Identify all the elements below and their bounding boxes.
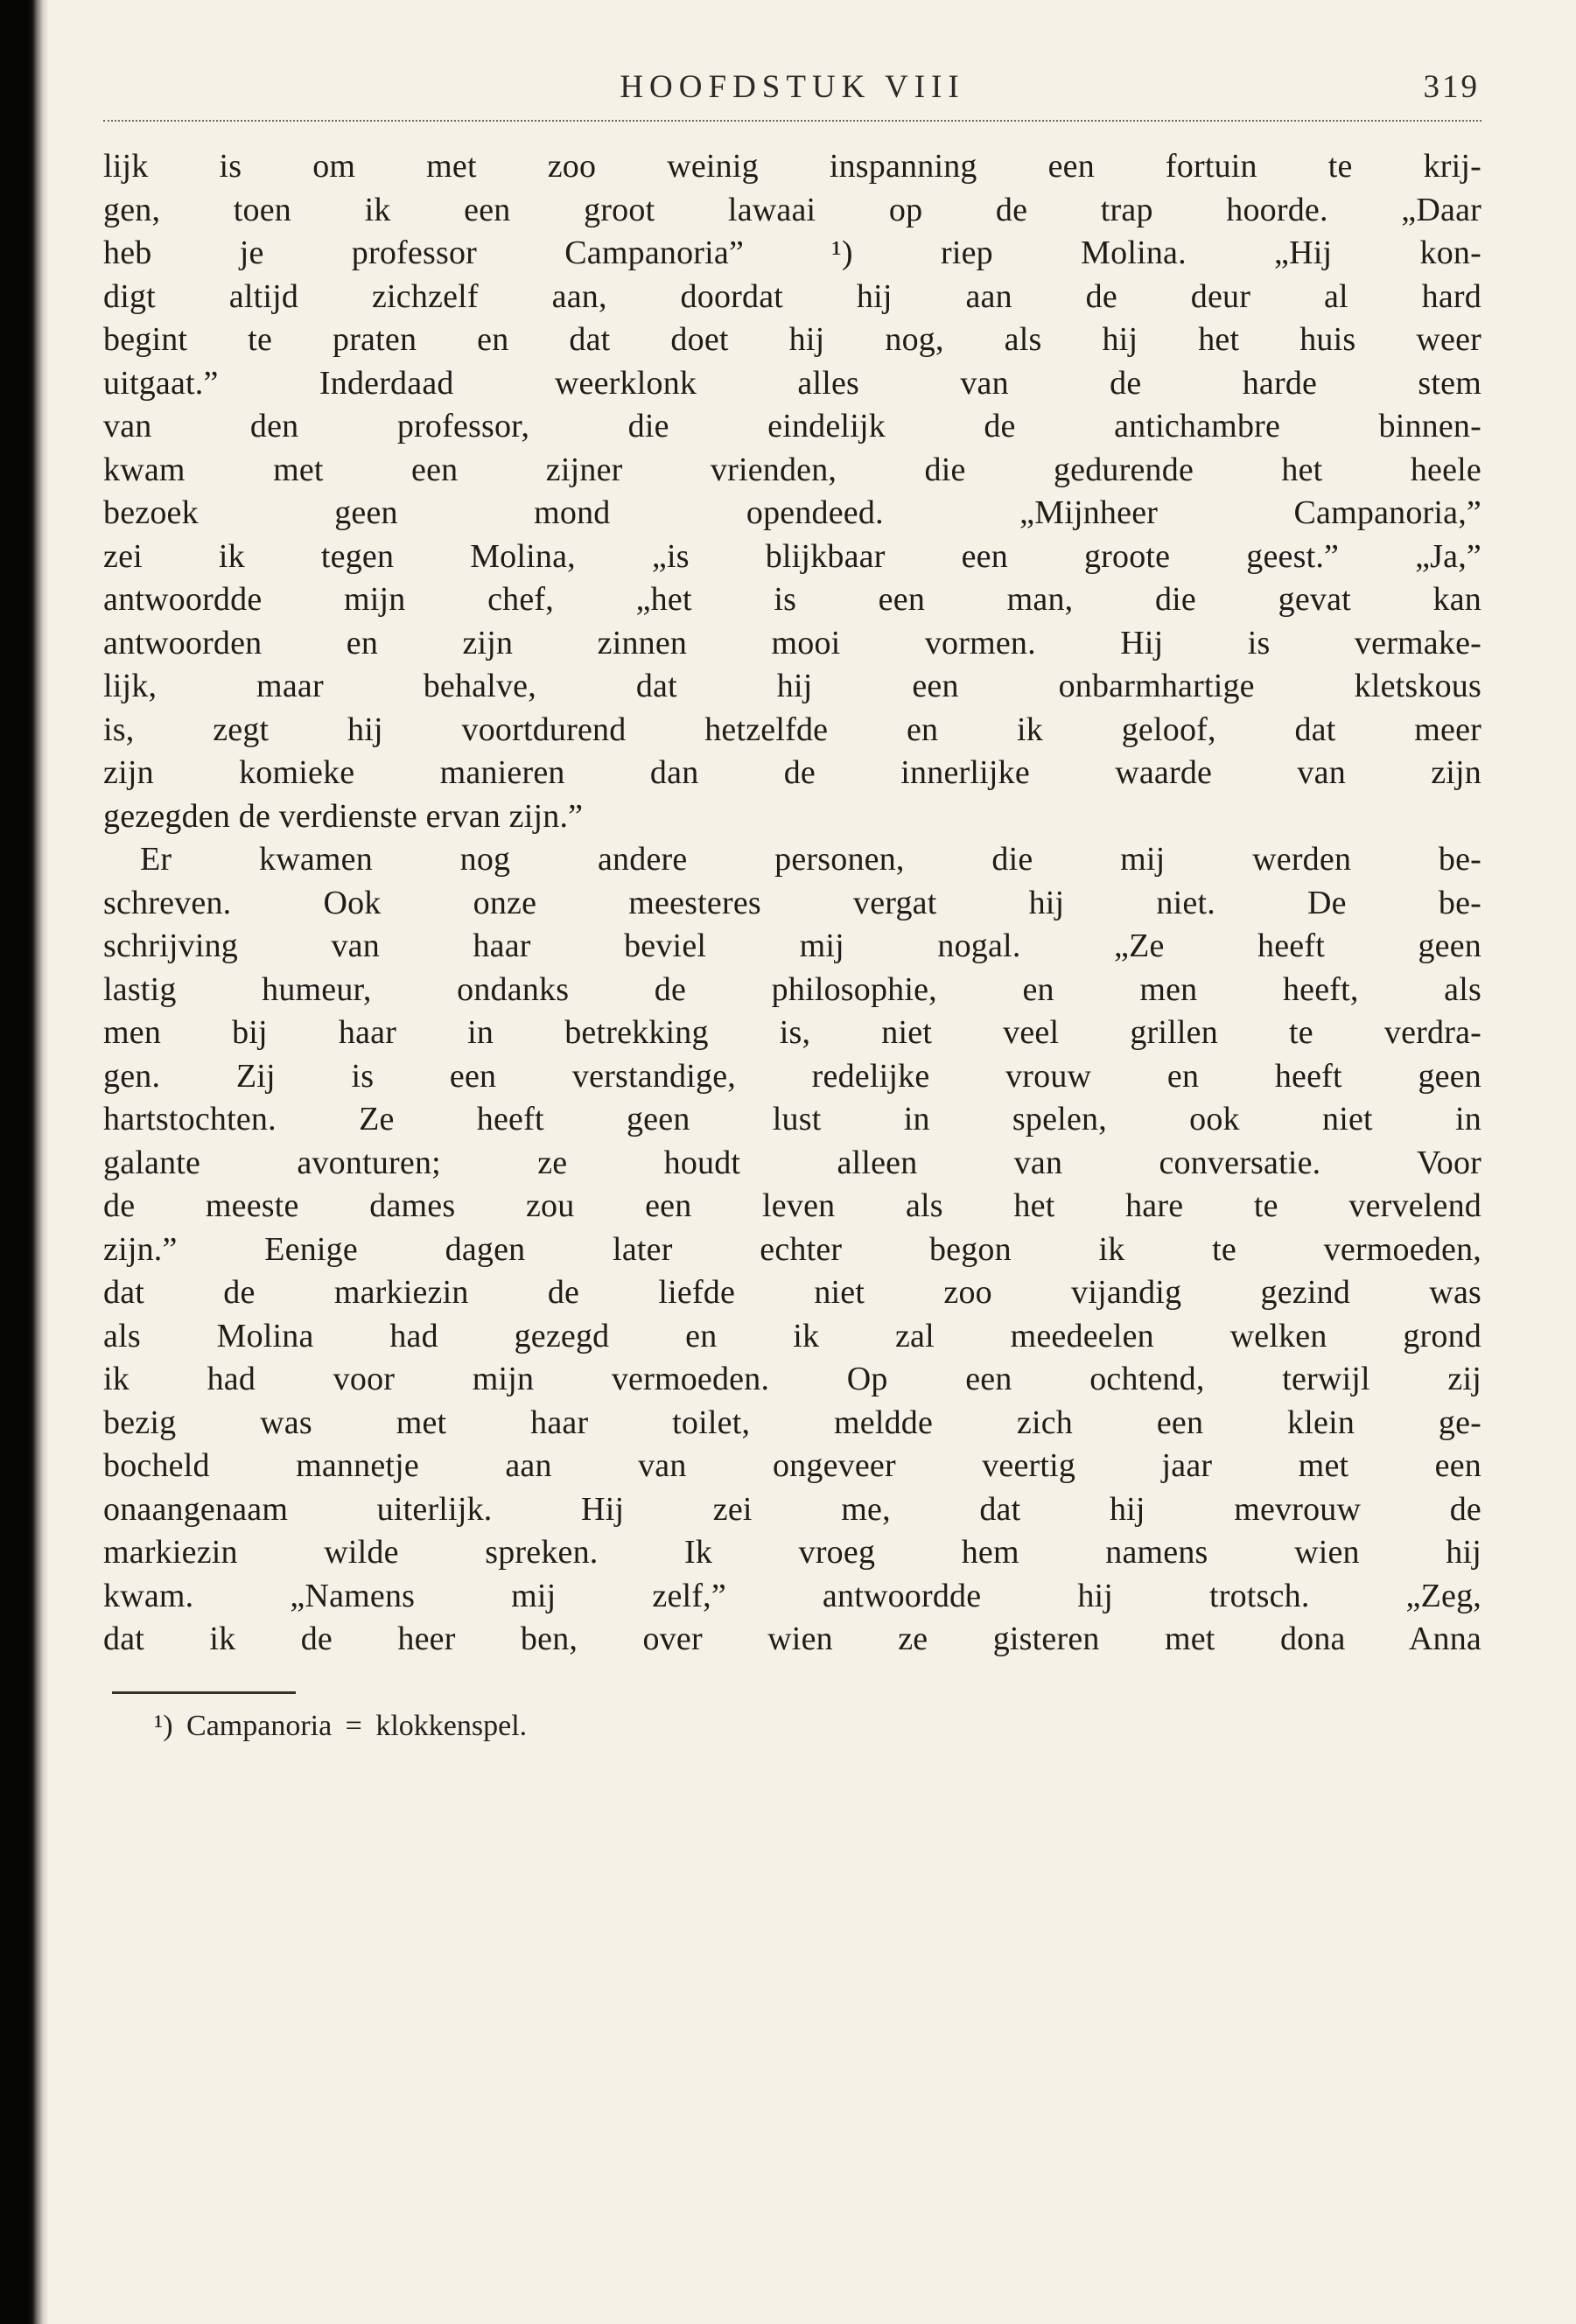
text-line: lastig humeur, ondanks de philosophie, en men heeft, als [103,970,1481,1008]
header-rule [103,120,1481,122]
page-header [103,68,1481,108]
text-line: lijk, maar behalve, dat hij een onbarmhartige kletskous [103,668,1481,704]
text-line: uitgaat.” Inderdaad weerklonk alles van de harde stem [103,364,1481,402]
text-line: zei ik tegen Molina, „is blijkbaar een groote geest.” „Ja,” [103,537,1481,575]
text-line: markiezin wilde spreken. Ik vroeg hem namens wien hij [103,1534,1481,1571]
text-line: heb je professor Campanoria” ¹) riep Molina. „Hij kon- [103,234,1481,271]
footnote-rule [112,1691,296,1694]
text-line: kwam. „Namens mij zelf,” antwoordde hij trotsch. „Zeg, [103,1577,1481,1614]
text-line: zijn komieke manieren dan de innerlijke waarde van zijn [103,754,1481,791]
text-line: dat ik de heer ben, over wien ze gisteren met dona Anna [103,1620,1481,1657]
text-line: men bij haar in betrekking is, niet veel grillen te verdra- [103,1014,1481,1051]
text-column [103,0,1481,1743]
text-line: begint te praten en dat doet hij nog, als hij het huis weer [103,321,1481,358]
text-line: schrijving van haar beviel mij nogal. „Ze heeft geen [103,928,1481,964]
text-line: bezig was met haar toilet, meldde zich een klein ge- [103,1404,1481,1441]
text-line: lijk is om met zoo weinig inspanning een fortuin te krij- [103,148,1481,185]
text-line: bezoek geen mond opendeed. „Mijnheer Campanoria,” [103,494,1481,531]
text-line: onaangenaam uiterlijk. Hij zei me, dat hij mevrouw de [103,1490,1481,1528]
text-line: is, zegt hij voortdurend hetzelfde en ik geloof, dat meer [103,710,1481,748]
text-line: bocheld mannetje aan van ongeveer veertig jaar met een [103,1447,1481,1484]
text-line: Er kwamen nog andere personen, die mij werden be- [140,841,1481,878]
chapter-title: HOOFDSTUK VIII [620,69,965,105]
page-number: 319 [1423,69,1480,105]
text-line: kwam met een zijner vrienden, die gedurende het heele [103,451,1481,488]
text-line: zijn.” Eenige dagen later echter begon ik te vermoeden, [103,1230,1481,1268]
text-line: gen. Zij is een verstandige, redelijke vrouw en heeft geen [103,1057,1481,1095]
text-line: hartstochten. Ze heeft geen lust in spelen, ook niet in [103,1101,1481,1138]
book-binding-edge [0,0,49,2324]
text-line: gezegden de verdienste ervan zijn.” [103,797,584,835]
text-line: galante avonturen; ze houdt alleen van conversatie. Voor [103,1144,1481,1181]
text-line: als Molina had gezegd en ik zal meedeelen welken grond [103,1317,1481,1354]
text-line: de meeste dames zou een leven als het hare te vervelend [103,1187,1481,1224]
text-line: dat de markiezin de liefde niet zoo vijandig gezind was [103,1274,1481,1311]
paragraph [103,838,1481,1662]
text-line: van den professor, die eindelijk de antichambre binnen- [103,408,1481,444]
body-text [103,145,1481,1662]
text-line: gen, toen ik een groot lawaai op de trap hoorde. „Daar [103,191,1481,228]
text-line: digt altijd zichzelf aan, doordat hij aan de deur al hard [103,277,1481,315]
text-line: ik had voor mijn vermoeden. Op een ochtend, terwijl zij [103,1361,1481,1397]
text-line: schreven. Ook onze meesteres vergat hij niet. De be- [103,884,1481,921]
paragraph [103,145,1481,838]
footnote: ¹) Campanoria = klokkenspel. [154,1709,528,1742]
text-line: antwoorden en zijn zinnen mooi vormen. Hij is vermake- [103,624,1481,662]
text-line: antwoordde mijn chef, „het is een man, die gevat kan [103,581,1481,618]
